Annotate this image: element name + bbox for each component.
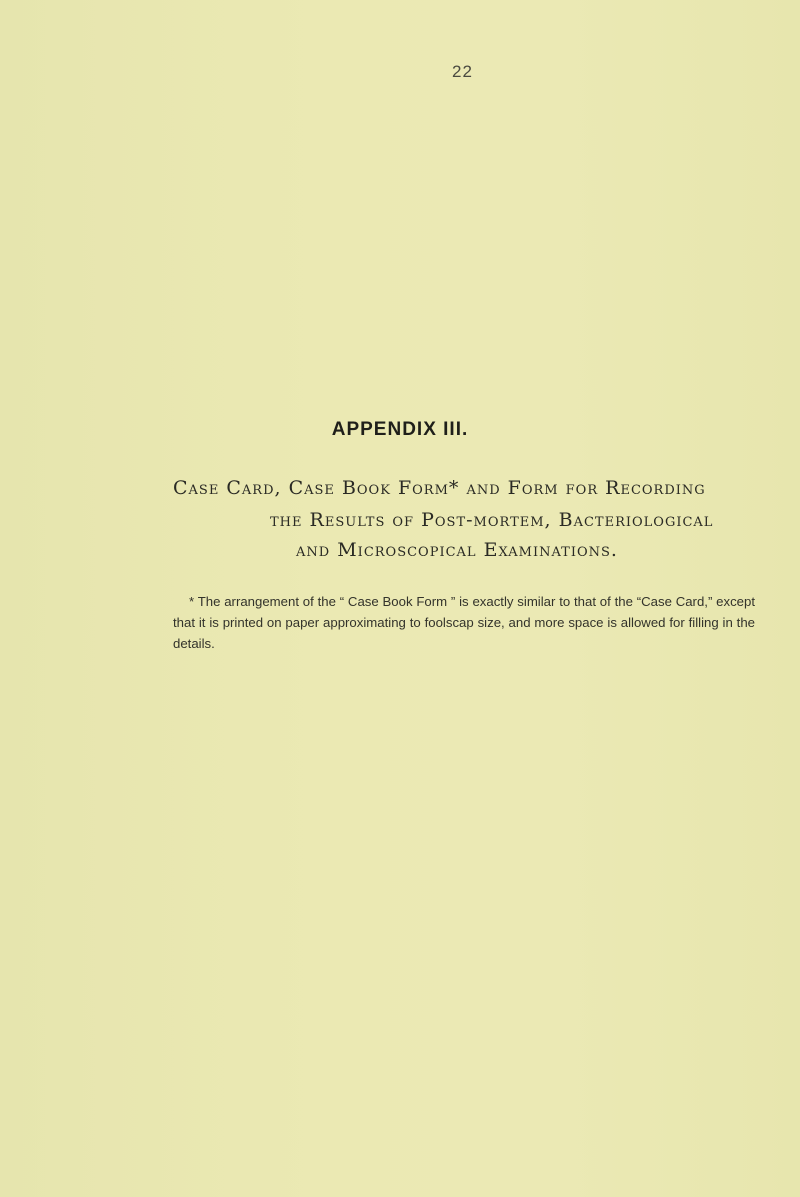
- title-line-1: Case Card, Case Book Form* and Form for Recording: [173, 477, 706, 499]
- page-number: 22: [452, 62, 473, 81]
- title-line-3: and Microscopical Examinations.: [296, 539, 618, 561]
- title-line-2: the Results of Post-mortem, Bacteriological: [270, 509, 714, 531]
- appendix-heading: APPENDIX III.: [331, 419, 469, 440]
- footnote: * The arrangement of the “ Case Book Form ” is exactly similar to that of the “Case Card,” except that it is printed on paper approximating to foolscap size, and more space is allowed for filling in the details.: [173, 594, 755, 652]
